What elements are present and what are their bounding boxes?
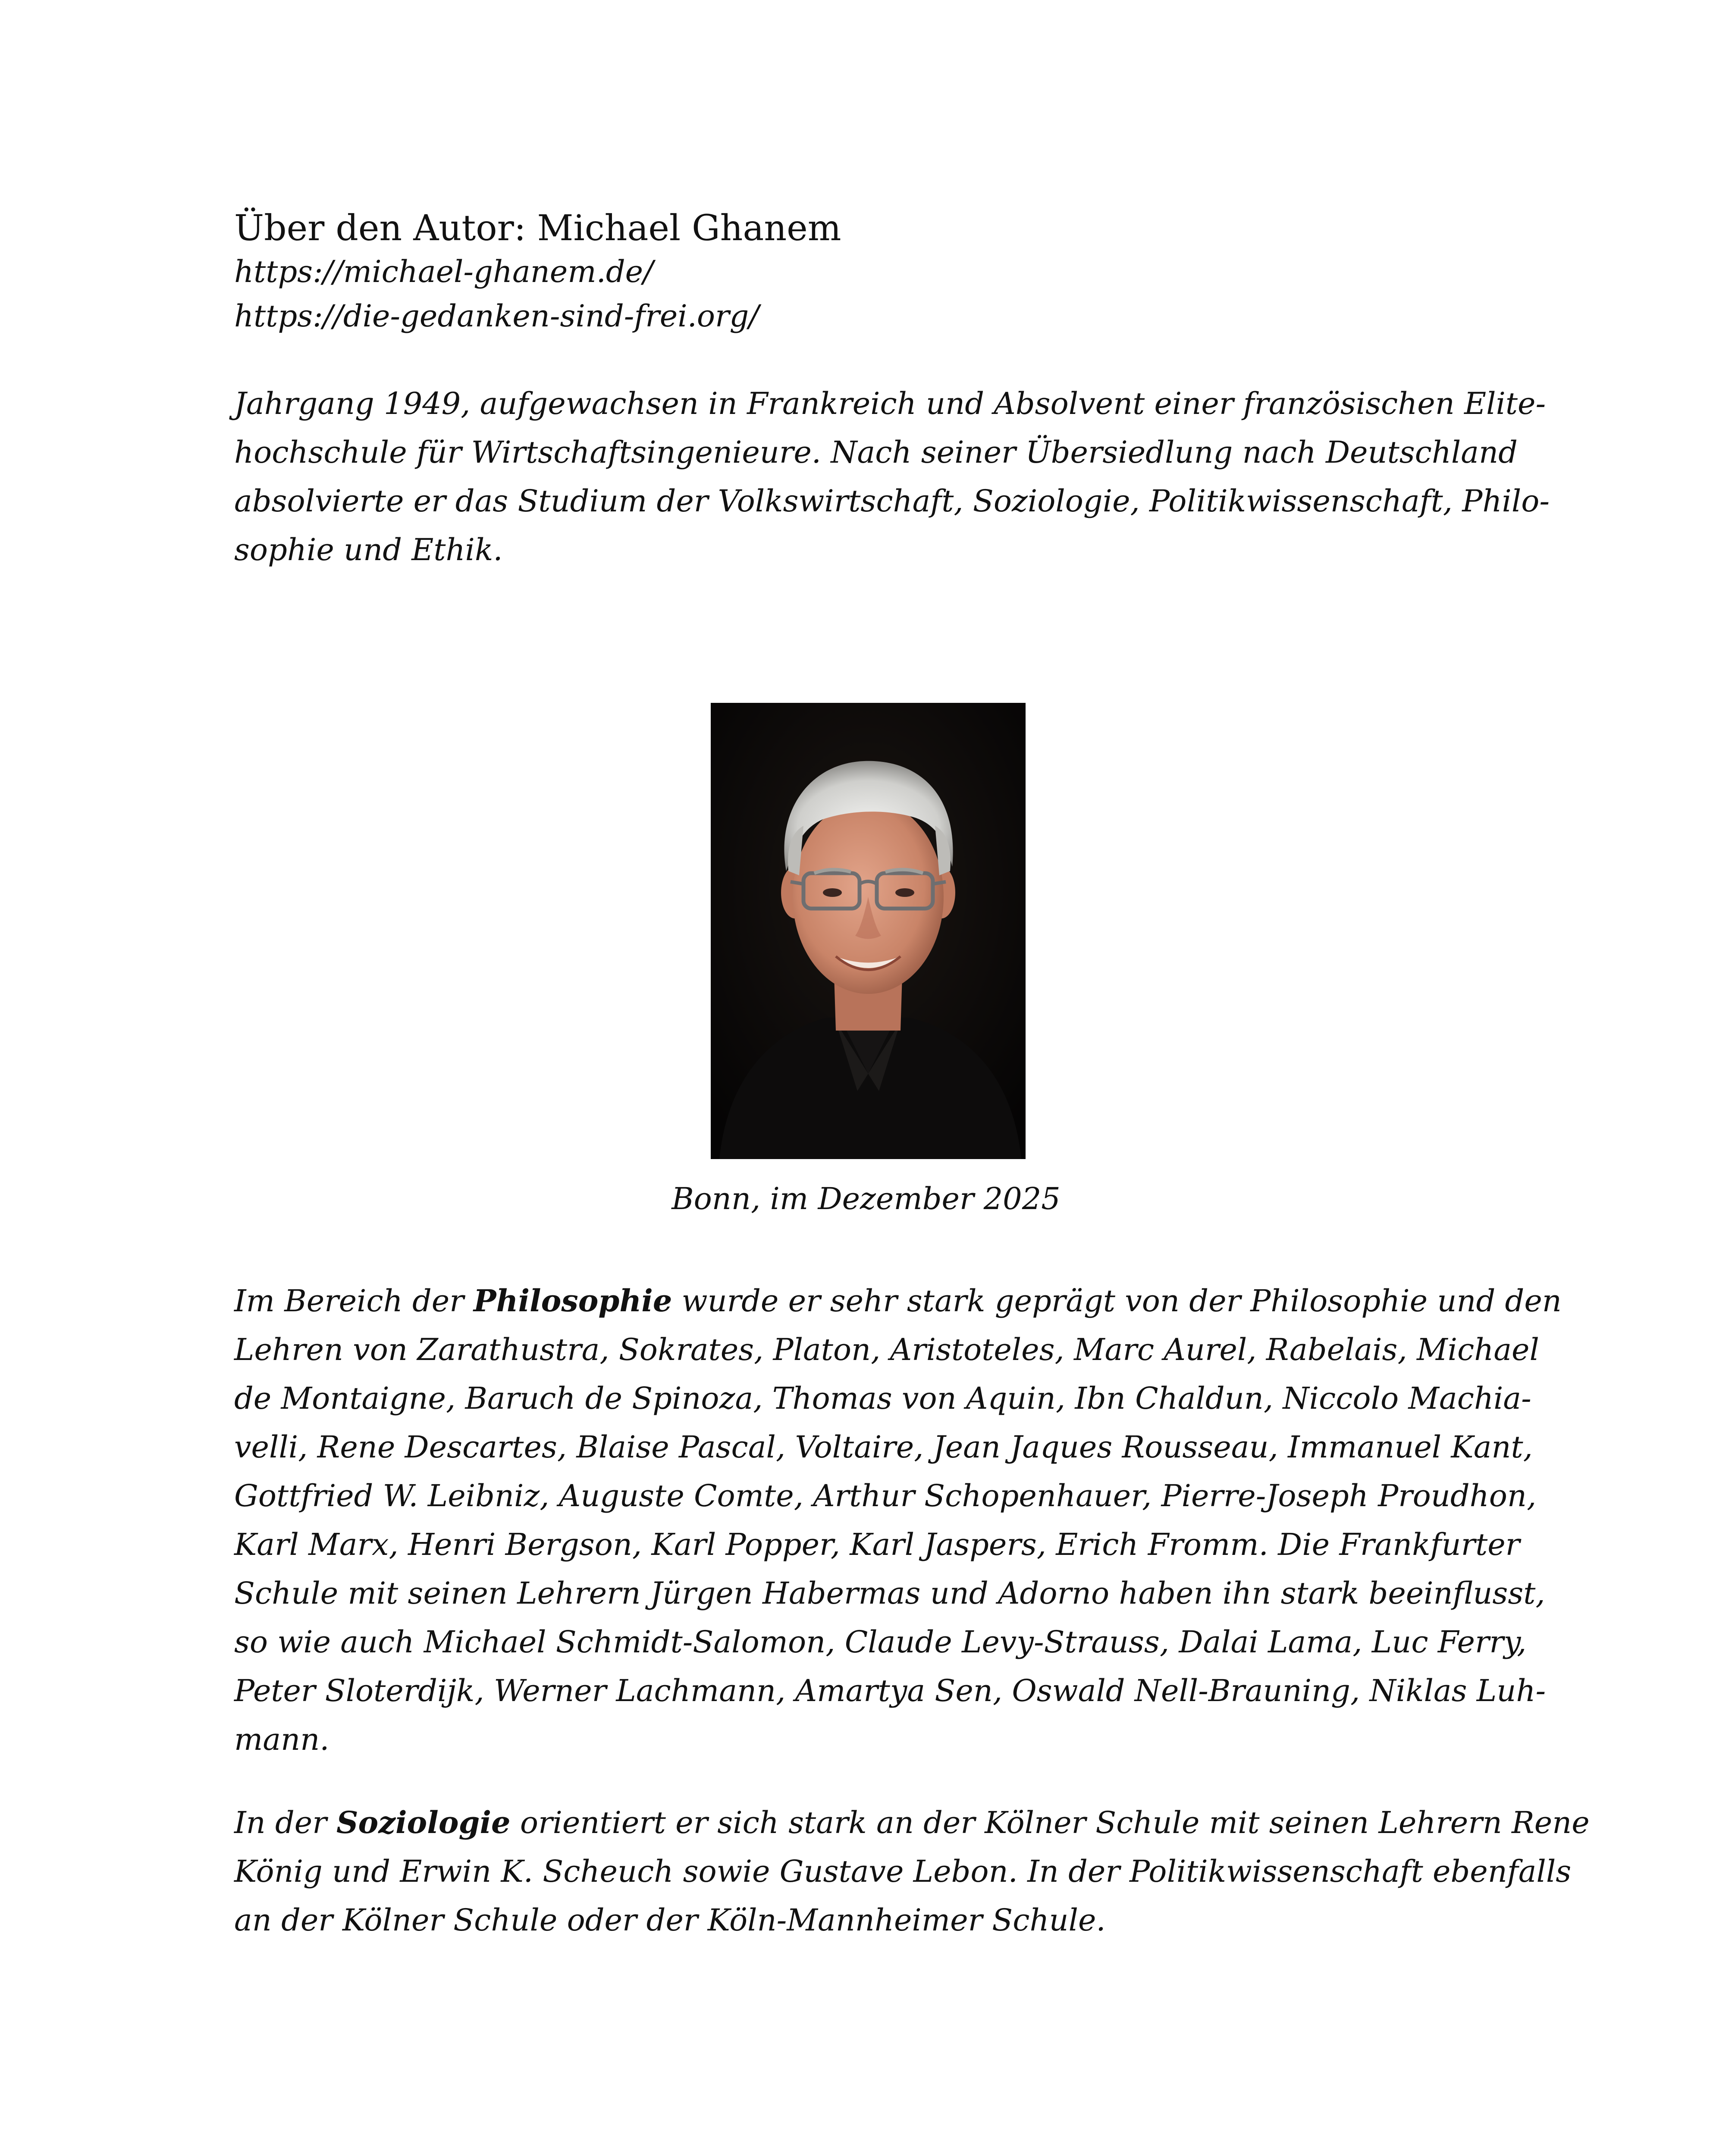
page-title: Über den Autor: Michael Ghanem	[234, 208, 841, 249]
intro-line: sophie und Ethik.	[234, 532, 503, 567]
intro-line: hochschule für Wirtschaftsingenieure. Nach seiner Übersiedlung nach Deutschland	[234, 435, 1518, 470]
website-link-die-gedanken-sind-frei[interactable]: https://die-gedanken-sind-frei.org/	[234, 298, 759, 334]
philosophy-line: Karl Marx, Henri Bergson, Karl Popper, Karl Jaspers, Erich Fromm. Die Frankfurter	[234, 1527, 1520, 1562]
photo-caption: Bonn, im Dezember 2025	[671, 1181, 1061, 1216]
philosophy-line: so wie auch Michael Schmidt-Salomon, Claude Levy-Strauss, Dalai Lama, Luc Ferry,	[234, 1624, 1527, 1660]
sociology-line: König und Erwin K. Scheuch sowie Gustave Lebon. In der Politikwissenschaft ebenfalls	[234, 1854, 1572, 1889]
intro-line: Jahrgang 1949, aufgewachsen in Frankreich und Absolvent einer französischen Elite-	[234, 386, 1546, 421]
philosophy-line: Lehren von Zarathustra, Sokrates, Platon, Aristoteles, Marc Aurel, Rabelais, Michael	[234, 1332, 1539, 1367]
philosophy-lead: Im Bereich der	[234, 1283, 464, 1319]
sociology-line1-rest: orientiert er sich stark an der Kölner Schule mit seinen Lehrern Rene	[520, 1805, 1590, 1840]
sociology-paragraph	[234, 1798, 1590, 1945]
philosophy-line: Schule mit seinen Lehrern Jürgen Habermas und Adorno haben ihn stark beeinflusst,	[234, 1576, 1545, 1611]
sociology-line: an der Kölner Schule oder der Köln-Mannheimer Schule.	[234, 1902, 1106, 1938]
philosophy-line: Peter Sloterdijk, Werner Lachmann, Amartya Sen, Oswald Nell-Brauning, Niklas Luh-	[234, 1673, 1546, 1708]
sociology-line	[234, 1798, 1590, 1847]
philosophy-line1-rest: wurde er sehr stark geprägt von der Philosophie und den	[681, 1283, 1562, 1319]
website-link-michael-ghanem[interactable]: https://michael-ghanem.de/	[234, 254, 653, 289]
philosophy-line: velli, Rene Descartes, Blaise Pascal, Voltaire, Jean Jaques Rousseau, Immanuel Kant,	[234, 1429, 1533, 1465]
philosophy-line: de Montaigne, Baruch de Spinoza, Thomas von Aquin, Ibn Chaldun, Niccolo Machia-	[234, 1381, 1531, 1416]
philosophy-line: Gottfried W. Leibniz, Auguste Comte, Arthur Schopenhauer, Pierre-Joseph Proudhon,	[234, 1478, 1537, 1514]
philosophy-paragraph	[234, 1276, 1562, 1764]
author-portrait-photo	[711, 703, 1026, 1159]
sociology-lead: In der	[234, 1805, 327, 1840]
portrait-illustration	[711, 703, 1026, 1159]
philosophy-keyword: Philosophie	[473, 1283, 672, 1319]
philosophy-line	[234, 1276, 1562, 1326]
philosophy-line: mann.	[234, 1722, 329, 1757]
intro-line: absolvierte er das Studium der Volkswirtschaft, Soziologie, Politikwissenschaft, Philo-	[234, 483, 1550, 519]
sociology-keyword: Soziologie	[336, 1805, 511, 1840]
intro-paragraph	[234, 379, 1550, 574]
